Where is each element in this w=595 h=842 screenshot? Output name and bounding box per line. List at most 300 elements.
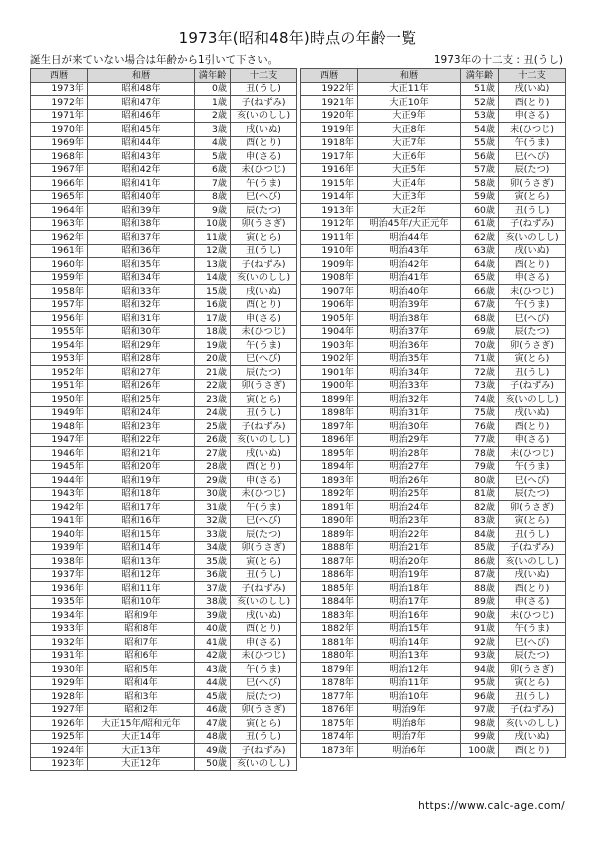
cell-age: 37歳: [195, 582, 231, 596]
table-row: [31, 501, 297, 515]
cell-seireki: 1877年: [301, 690, 358, 704]
cell-age: 73歳: [461, 379, 499, 393]
cell-age: 93歳: [461, 649, 499, 663]
cell-age: 87歳: [461, 568, 499, 582]
table-row: [31, 744, 297, 758]
cell-wareki: 明治9年: [358, 703, 461, 717]
header-wareki: 和暦: [358, 69, 461, 83]
table-row: [31, 163, 297, 177]
cell-age: 97歳: [461, 703, 499, 717]
table-row: [31, 474, 297, 488]
cell-eto: 酉(とり): [231, 460, 297, 474]
cell-seireki: 1913年: [301, 204, 358, 218]
table-row: [31, 271, 297, 285]
cell-age: 90歳: [461, 609, 499, 623]
cell-eto: 巳(へび): [231, 190, 297, 204]
cell-age: 62歳: [461, 231, 499, 245]
cell-wareki: 昭和20年: [88, 460, 195, 474]
cell-seireki: 1935年: [31, 595, 88, 609]
table-row: [31, 325, 297, 339]
cell-seireki: 1939年: [31, 541, 88, 555]
cell-wareki: 昭和22年: [88, 433, 195, 447]
cell-wareki: 明治14年: [358, 636, 461, 650]
cell-eto: 卯(うさぎ): [231, 379, 297, 393]
cell-wareki: 大正7年: [358, 136, 461, 150]
cell-wareki: 昭和39年: [88, 204, 195, 218]
cell-seireki: 1907年: [301, 285, 358, 299]
cell-eto: 戌(いぬ): [231, 123, 297, 137]
site-url: https://www.calc-age.com/: [418, 800, 565, 812]
table-row: [301, 312, 566, 326]
cell-seireki: 1883年: [301, 609, 358, 623]
cell-wareki: 昭和13年: [88, 555, 195, 569]
cell-eto: 丑(うし): [499, 366, 566, 380]
cell-eto: 酉(とり): [499, 96, 566, 110]
table-row: [31, 244, 297, 258]
cell-age: 50歳: [195, 757, 231, 771]
cell-wareki: 明治40年: [358, 285, 461, 299]
cell-wareki: 明治31年: [358, 406, 461, 420]
cell-age: 36歳: [195, 568, 231, 582]
table-row: [301, 177, 566, 191]
cell-seireki: 1951年: [31, 379, 88, 393]
cell-wareki: 大正9年: [358, 109, 461, 123]
cell-seireki: 1900年: [301, 379, 358, 393]
cell-seireki: 1885年: [301, 582, 358, 596]
table-row: [301, 649, 566, 663]
cell-age: 26歳: [195, 433, 231, 447]
cell-age: 38歳: [195, 595, 231, 609]
cell-eto: 丑(うし): [231, 82, 297, 96]
cell-wareki: 昭和23年: [88, 420, 195, 434]
cell-eto: 辰(たつ): [231, 690, 297, 704]
cell-wareki: 明治25年: [358, 487, 461, 501]
cell-eto: 酉(とり): [231, 136, 297, 150]
cell-eto: 卯(うさぎ): [231, 217, 297, 231]
cell-age: 23歳: [195, 393, 231, 407]
cell-age: 80歳: [461, 474, 499, 488]
cell-seireki: 1963年: [31, 217, 88, 231]
header-wareki: 和暦: [88, 69, 195, 83]
cell-seireki: 1878年: [301, 676, 358, 690]
cell-eto: 亥(いのしし): [231, 109, 297, 123]
age-table-left: [30, 68, 297, 771]
cell-seireki: 1892年: [301, 487, 358, 501]
table-row: [301, 433, 566, 447]
table-row: [31, 514, 297, 528]
table-body-left: [31, 82, 297, 771]
cell-eto: 子(ねずみ): [499, 217, 566, 231]
cell-wareki: 大正8年: [358, 123, 461, 137]
cell-eto: 酉(とり): [499, 258, 566, 272]
table-row: [31, 379, 297, 393]
cell-eto: 戌(いぬ): [499, 406, 566, 420]
cell-seireki: 1908年: [301, 271, 358, 285]
cell-seireki: 1949年: [31, 406, 88, 420]
cell-seireki: 1924年: [31, 744, 88, 758]
cell-age: 61歳: [461, 217, 499, 231]
cell-seireki: 1928年: [31, 690, 88, 704]
cell-wareki: 明治19年: [358, 568, 461, 582]
table-row: [301, 420, 566, 434]
header-eto: 十二支: [231, 69, 297, 83]
table-row: [31, 541, 297, 555]
cell-eto: 寅(とら): [231, 231, 297, 245]
cell-eto: 丑(うし): [231, 730, 297, 744]
cell-seireki: 1881年: [301, 636, 358, 650]
cell-eto: 戌(いぬ): [499, 82, 566, 96]
cell-age: 94歳: [461, 663, 499, 677]
cell-seireki: 1905年: [301, 312, 358, 326]
cell-eto: 丑(うし): [231, 568, 297, 582]
cell-eto: 戌(いぬ): [231, 285, 297, 299]
cell-age: 21歳: [195, 366, 231, 380]
cell-wareki: 昭和40年: [88, 190, 195, 204]
cell-wareki: 昭和17年: [88, 501, 195, 515]
header-age: 満年齢: [461, 69, 499, 83]
cell-wareki: 昭和36年: [88, 244, 195, 258]
cell-age: 12歳: [195, 244, 231, 258]
cell-eto: 申(さる): [499, 271, 566, 285]
cell-eto: 丑(うし): [499, 204, 566, 218]
cell-wareki: 大正15年/昭和元年: [88, 717, 195, 731]
cell-wareki: 昭和2年: [88, 703, 195, 717]
cell-wareki: 昭和31年: [88, 312, 195, 326]
cell-eto: 巳(へび): [499, 150, 566, 164]
table-row: [301, 231, 566, 245]
cell-wareki: 明治10年: [358, 690, 461, 704]
cell-eto: 子(ねずみ): [499, 379, 566, 393]
cell-eto: 子(ねずみ): [499, 703, 566, 717]
cell-seireki: 1937年: [31, 568, 88, 582]
cell-wareki: 昭和4年: [88, 676, 195, 690]
cell-age: 42歳: [195, 649, 231, 663]
table-row: [301, 595, 566, 609]
cell-seireki: 1916年: [301, 163, 358, 177]
cell-wareki: 昭和18年: [88, 487, 195, 501]
cell-seireki: 1973年: [31, 82, 88, 96]
cell-seireki: 1929年: [31, 676, 88, 690]
table-row: [31, 717, 297, 731]
table-row: [31, 150, 297, 164]
cell-seireki: 1893年: [301, 474, 358, 488]
cell-seireki: 1947年: [31, 433, 88, 447]
cell-wareki: 昭和11年: [88, 582, 195, 596]
cell-eto: 未(ひつじ): [231, 487, 297, 501]
cell-eto: 辰(たつ): [499, 325, 566, 339]
table-row: [31, 109, 297, 123]
cell-seireki: 1970年: [31, 123, 88, 137]
table-header-row: [31, 69, 297, 83]
cell-eto: 戌(いぬ): [231, 447, 297, 461]
cell-eto: 亥(いのしし): [499, 717, 566, 731]
cell-wareki: 明治45年/大正元年: [358, 217, 461, 231]
cell-age: 39歳: [195, 609, 231, 623]
cell-seireki: 1879年: [301, 663, 358, 677]
cell-age: 86歳: [461, 555, 499, 569]
cell-eto: 未(ひつじ): [231, 649, 297, 663]
cell-age: 13歳: [195, 258, 231, 272]
cell-age: 6歳: [195, 163, 231, 177]
cell-wareki: 大正14年: [88, 730, 195, 744]
cell-seireki: 1948年: [31, 420, 88, 434]
table-row: [31, 690, 297, 704]
cell-age: 44歳: [195, 676, 231, 690]
cell-seireki: 1964年: [31, 204, 88, 218]
cell-seireki: 1896年: [301, 433, 358, 447]
cell-wareki: 昭和43年: [88, 150, 195, 164]
cell-seireki: 1903年: [301, 339, 358, 353]
cell-wareki: 昭和19年: [88, 474, 195, 488]
cell-seireki: 1873年: [301, 744, 358, 758]
table-row: [31, 676, 297, 690]
eto-summary: 1973年の十二支 : 丑(うし): [433, 54, 563, 66]
cell-age: 49歳: [195, 744, 231, 758]
cell-wareki: 昭和37年: [88, 231, 195, 245]
cell-age: 79歳: [461, 460, 499, 474]
cell-age: 65歳: [461, 271, 499, 285]
cell-seireki: 1931年: [31, 649, 88, 663]
table-row: [301, 744, 566, 758]
cell-seireki: 1902年: [301, 352, 358, 366]
table-row: [31, 420, 297, 434]
age-table-right: [300, 68, 566, 758]
cell-seireki: 1968年: [31, 150, 88, 164]
cell-age: 20歳: [195, 352, 231, 366]
cell-wareki: 明治24年: [358, 501, 461, 515]
cell-eto: 子(ねずみ): [231, 582, 297, 596]
table-row: [301, 555, 566, 569]
cell-seireki: 1899年: [301, 393, 358, 407]
cell-age: 58歳: [461, 177, 499, 191]
table-row: [31, 595, 297, 609]
cell-age: 14歳: [195, 271, 231, 285]
cell-age: 32歳: [195, 514, 231, 528]
cell-eto: 午(うま): [499, 136, 566, 150]
cell-eto: 未(ひつじ): [231, 325, 297, 339]
cell-wareki: 昭和10年: [88, 595, 195, 609]
cell-wareki: 明治22年: [358, 528, 461, 542]
cell-seireki: 1971年: [31, 109, 88, 123]
cell-age: 63歳: [461, 244, 499, 258]
cell-eto: 午(うま): [231, 339, 297, 353]
cell-seireki: 1925年: [31, 730, 88, 744]
cell-age: 10歳: [195, 217, 231, 231]
table-row: [31, 298, 297, 312]
table-row: [301, 406, 566, 420]
cell-eto: 卯(うさぎ): [231, 541, 297, 555]
table-row: [31, 487, 297, 501]
cell-seireki: 1887年: [301, 555, 358, 569]
cell-wareki: 昭和16年: [88, 514, 195, 528]
cell-seireki: 1936年: [31, 582, 88, 596]
cell-wareki: 昭和14年: [88, 541, 195, 555]
cell-age: 24歳: [195, 406, 231, 420]
cell-age: 47歳: [195, 717, 231, 731]
table-row: [31, 339, 297, 353]
table-row: [31, 582, 297, 596]
cell-seireki: 1932年: [31, 636, 88, 650]
table-row: [301, 96, 566, 110]
table-row: [301, 663, 566, 677]
cell-wareki: 昭和35年: [88, 258, 195, 272]
cell-age: 35歳: [195, 555, 231, 569]
cell-seireki: 1930年: [31, 663, 88, 677]
cell-eto: 寅(とら): [231, 393, 297, 407]
cell-age: 1歳: [195, 96, 231, 110]
cell-seireki: 1927年: [31, 703, 88, 717]
table-row: [301, 258, 566, 272]
cell-eto: 午(うま): [231, 177, 297, 191]
cell-seireki: 1969年: [31, 136, 88, 150]
cell-age: 56歳: [461, 150, 499, 164]
table-row: [301, 447, 566, 461]
cell-eto: 丑(うし): [231, 244, 297, 258]
cell-seireki: 1911年: [301, 231, 358, 245]
cell-age: 83歳: [461, 514, 499, 528]
cell-eto: 戌(いぬ): [499, 244, 566, 258]
cell-eto: 亥(いのしし): [499, 393, 566, 407]
table-row: [301, 339, 566, 353]
cell-seireki: 1941年: [31, 514, 88, 528]
cell-wareki: 大正13年: [88, 744, 195, 758]
cell-age: 8歳: [195, 190, 231, 204]
table-row: [31, 136, 297, 150]
table-row: [301, 582, 566, 596]
cell-seireki: 1966年: [31, 177, 88, 191]
cell-wareki: 昭和47年: [88, 96, 195, 110]
table-row: [31, 312, 297, 326]
cell-age: 77歳: [461, 433, 499, 447]
cell-eto: 戌(いぬ): [499, 568, 566, 582]
cell-eto: 未(ひつじ): [231, 163, 297, 177]
table-row: [301, 609, 566, 623]
cell-seireki: 1909年: [301, 258, 358, 272]
cell-age: 84歳: [461, 528, 499, 542]
table-row: [31, 663, 297, 677]
cell-age: 7歳: [195, 177, 231, 191]
table-row: [301, 163, 566, 177]
cell-seireki: 1918年: [301, 136, 358, 150]
table-row: [31, 82, 297, 96]
cell-seireki: 1920年: [301, 109, 358, 123]
header-seireki: 西暦: [301, 69, 358, 83]
cell-age: 82歳: [461, 501, 499, 515]
cell-seireki: 1952年: [31, 366, 88, 380]
table-row: [31, 393, 297, 407]
table-row: [301, 541, 566, 555]
cell-seireki: 1933年: [31, 622, 88, 636]
cell-eto: 酉(とり): [231, 298, 297, 312]
cell-wareki: 昭和7年: [88, 636, 195, 650]
cell-age: 33歳: [195, 528, 231, 542]
cell-wareki: 昭和29年: [88, 339, 195, 353]
table-row: [301, 474, 566, 488]
table-body-right: [301, 82, 566, 757]
cell-wareki: 明治39年: [358, 298, 461, 312]
cell-age: 68歳: [461, 312, 499, 326]
cell-wareki: 昭和6年: [88, 649, 195, 663]
table-row: [31, 285, 297, 299]
cell-eto: 申(さる): [231, 474, 297, 488]
cell-eto: 申(さる): [499, 109, 566, 123]
cell-seireki: 1912年: [301, 217, 358, 231]
cell-age: 34歳: [195, 541, 231, 555]
cell-age: 25歳: [195, 420, 231, 434]
table-row: [31, 757, 297, 771]
cell-seireki: 1954年: [31, 339, 88, 353]
cell-wareki: 大正11年: [358, 82, 461, 96]
table-row: [301, 190, 566, 204]
cell-wareki: 明治34年: [358, 366, 461, 380]
cell-seireki: 1961年: [31, 244, 88, 258]
cell-wareki: 昭和32年: [88, 298, 195, 312]
cell-wareki: 明治38年: [358, 312, 461, 326]
cell-eto: 酉(とり): [499, 420, 566, 434]
cell-eto: 午(うま): [499, 622, 566, 636]
cell-age: 57歳: [461, 163, 499, 177]
cell-age: 55歳: [461, 136, 499, 150]
table-row: [31, 528, 297, 542]
cell-wareki: 大正12年: [88, 757, 195, 771]
cell-seireki: 1890年: [301, 514, 358, 528]
table-row: [301, 528, 566, 542]
cell-wareki: 昭和26年: [88, 379, 195, 393]
cell-wareki: 明治13年: [358, 649, 461, 663]
cell-eto: 申(さる): [499, 595, 566, 609]
header-eto: 十二支: [499, 69, 566, 83]
cell-wareki: 明治6年: [358, 744, 461, 758]
cell-eto: 巳(へび): [231, 352, 297, 366]
cell-wareki: 明治27年: [358, 460, 461, 474]
table-row: [301, 568, 566, 582]
cell-wareki: 昭和8年: [88, 622, 195, 636]
cell-eto: 卯(うさぎ): [499, 339, 566, 353]
cell-eto: 辰(たつ): [499, 487, 566, 501]
table-row: [301, 730, 566, 744]
cell-eto: 辰(たつ): [231, 528, 297, 542]
cell-eto: 亥(いのしし): [499, 231, 566, 245]
cell-eto: 辰(たつ): [231, 366, 297, 380]
table-row: [301, 379, 566, 393]
cell-seireki: 1922年: [301, 82, 358, 96]
table-row: [31, 190, 297, 204]
table-row: [301, 460, 566, 474]
cell-seireki: 1945年: [31, 460, 88, 474]
table-row: [301, 123, 566, 137]
cell-wareki: 昭和24年: [88, 406, 195, 420]
cell-age: 95歳: [461, 676, 499, 690]
cell-age: 5歳: [195, 150, 231, 164]
cell-seireki: 1942年: [31, 501, 88, 515]
cell-eto: 申(さる): [231, 636, 297, 650]
table-row: [31, 568, 297, 582]
cell-wareki: 昭和27年: [88, 366, 195, 380]
table-row: [31, 622, 297, 636]
cell-age: 81歳: [461, 487, 499, 501]
cell-seireki: 1882年: [301, 622, 358, 636]
cell-seireki: 1962年: [31, 231, 88, 245]
cell-wareki: 昭和46年: [88, 109, 195, 123]
cell-seireki: 1957年: [31, 298, 88, 312]
cell-age: 46歳: [195, 703, 231, 717]
cell-age: 89歳: [461, 595, 499, 609]
cell-age: 100歳: [461, 744, 499, 758]
cell-age: 64歳: [461, 258, 499, 272]
cell-eto: 亥(いのしし): [231, 595, 297, 609]
cell-age: 43歳: [195, 663, 231, 677]
cell-seireki: 1940年: [31, 528, 88, 542]
